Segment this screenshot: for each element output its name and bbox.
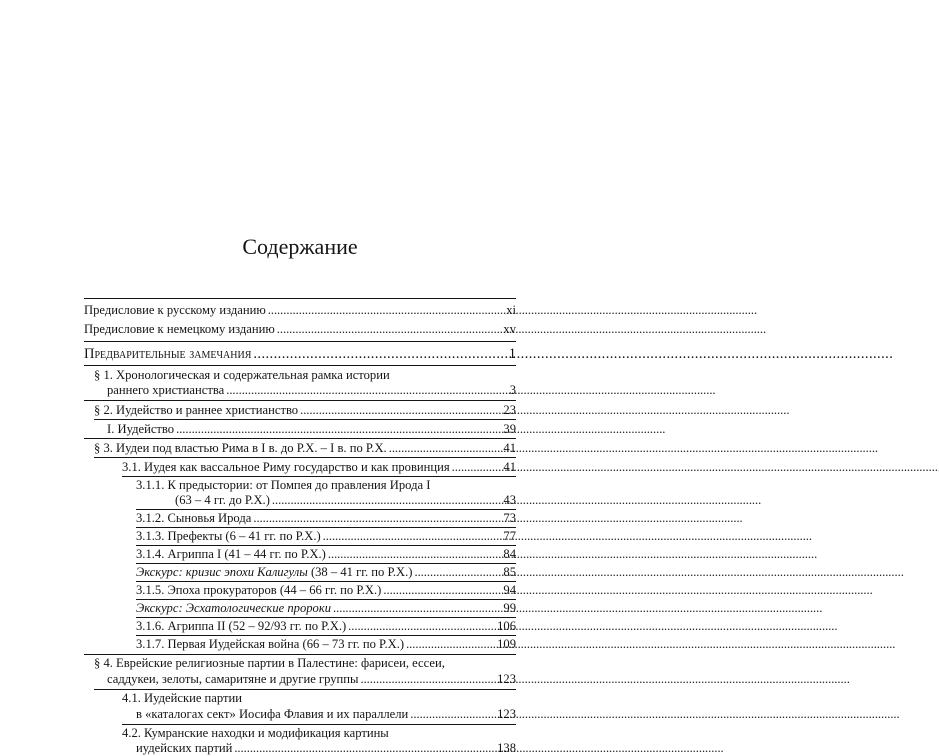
toc-entry-s3-1-1[interactable] bbox=[175, 493, 516, 508]
toc-entry-page: 138 bbox=[497, 741, 516, 755]
dot-leader bbox=[253, 345, 506, 363]
section-rule bbox=[136, 617, 516, 618]
toc-entry-label: 3.1.6. Агриппа II (52 – 92/93 гг. по Р.Х.) bbox=[136, 619, 347, 633]
toc-entry-label: 3.1.4. Агриппа I (41 – 44 гг. по Р.Х.) bbox=[136, 547, 326, 561]
toc-entry-s1-line1[interactable]: § 1. Хронологическая и содержательная рамка истории bbox=[94, 368, 390, 382]
toc-entry-page: 85 bbox=[503, 565, 516, 579]
dot-leader bbox=[328, 547, 502, 562]
toc-entry-s3-1-2[interactable] bbox=[136, 511, 516, 526]
toc-entry-label: Предисловие к русскому изданию bbox=[84, 303, 266, 317]
toc-entry-label: Предисловие к немецкому изданию bbox=[84, 322, 275, 336]
toc-entry-label: 3.1.5. Эпоха прокураторов (44 – 66 гг. по Р.Х.) bbox=[136, 583, 382, 597]
toc-entry-s3-1-6[interactable] bbox=[136, 619, 516, 634]
excursus-dates: (38 – 41 гг. по Р.Х.) bbox=[307, 565, 413, 579]
toc-entry-s3-1[interactable] bbox=[122, 460, 516, 475]
section-rule bbox=[84, 654, 516, 655]
toc-entry-page: 106 bbox=[497, 619, 516, 633]
toc-entry-label: в «каталогах сект» Иосифа Флавия и их параллели bbox=[136, 707, 409, 721]
section-rule bbox=[84, 400, 516, 401]
toc-entry-preface-de[interactable] bbox=[84, 322, 516, 337]
toc-entry-s4-line1[interactable]: § 4. Еврейские религиозные партии в Палестине: фарисеи, ессеи, bbox=[94, 656, 445, 670]
toc-entry-s3-1-7[interactable] bbox=[136, 637, 516, 652]
dot-leader bbox=[452, 460, 502, 475]
dot-leader bbox=[410, 707, 495, 722]
dot-leader bbox=[406, 637, 495, 652]
toc-entry-s3-1-4[interactable] bbox=[136, 547, 516, 562]
section-rule bbox=[84, 438, 516, 439]
toc-entry-s2[interactable] bbox=[94, 403, 516, 418]
dot-leader bbox=[389, 441, 502, 456]
toc-entry-page: 1 bbox=[508, 346, 516, 362]
section-rule bbox=[136, 509, 516, 510]
toc-entry-page: 77 bbox=[503, 529, 516, 543]
dot-leader bbox=[333, 601, 501, 616]
dot-leader bbox=[272, 493, 502, 508]
toc-entry-s4-1-line1[interactable]: 4.1. Иудейские партии bbox=[122, 691, 243, 705]
section-rule bbox=[84, 341, 516, 342]
section-rule bbox=[136, 545, 516, 546]
top-rule bbox=[84, 298, 516, 299]
toc-entry-label bbox=[136, 565, 412, 580]
toc-entry-excursus-caligula[interactable] bbox=[136, 565, 516, 580]
toc-entry-excursus-prophets[interactable] bbox=[136, 601, 516, 616]
toc-entry-s1[interactable] bbox=[107, 383, 516, 398]
section-rule bbox=[136, 527, 516, 528]
section-rule bbox=[136, 563, 516, 564]
toc-entry-label: I. Иудейство bbox=[107, 422, 175, 436]
dot-leader bbox=[268, 303, 504, 318]
dot-leader bbox=[360, 672, 495, 687]
toc-entry-page: xv bbox=[503, 322, 516, 336]
section-rule bbox=[122, 476, 516, 477]
section-rule bbox=[94, 689, 516, 690]
toc-entry-label: 3.1.3. Префекты (6 – 41 гг. по Р.Х.) bbox=[136, 529, 321, 543]
dot-leader bbox=[176, 422, 501, 437]
toc-entry-label: Экскурс: Эсхатологические пророки bbox=[136, 601, 332, 615]
section-rule bbox=[136, 599, 516, 600]
toc-entry-page: xi bbox=[506, 303, 516, 317]
dot-leader bbox=[234, 741, 495, 756]
toc-entry-label: 3.1.2. Сыновья Ирода bbox=[136, 511, 252, 525]
toc-entry-label: Предварительные замечания bbox=[84, 346, 252, 362]
section-rule bbox=[94, 419, 516, 420]
toc-entry-page: 109 bbox=[497, 637, 516, 651]
toc-entry-label: раннего христианства bbox=[107, 383, 225, 397]
toc-entry-page: 3 bbox=[509, 383, 516, 397]
toc-entry-page: 123 bbox=[497, 672, 516, 686]
toc-entry-label: 3.1.7. Первая Иудейская война (66 – 73 гг. по Р.Х.) bbox=[136, 637, 405, 651]
toc-entry-label: 3.1. Иудея как вассальное Риму государство и как провинция bbox=[122, 460, 450, 474]
toc-entry-label: саддукеи, зелоты, самаритяне и другие группы bbox=[107, 672, 359, 686]
toc-entry-s3[interactable] bbox=[94, 441, 516, 456]
toc-entry-page: 73 bbox=[503, 511, 516, 525]
toc-entry-page: 41 bbox=[503, 441, 516, 455]
toc-entry-page: 123 bbox=[497, 707, 516, 721]
section-rule bbox=[136, 581, 516, 582]
toc-entry-label: § 3. Иудеи под властью Рима в I в. до Р.Х. – I в. по Р.Х. bbox=[94, 441, 387, 455]
toc-entry-label: (63 – 4 гг. до Р.Х.) bbox=[175, 493, 270, 507]
toc-entry-label: иудейских партий bbox=[136, 741, 233, 755]
section-rule bbox=[136, 635, 516, 636]
dot-leader bbox=[348, 619, 495, 634]
toc-entry-page: 23 bbox=[503, 403, 516, 417]
dot-leader bbox=[414, 565, 501, 580]
toc-entry-page: 41 bbox=[503, 460, 516, 474]
toc-entry-page: 43 bbox=[503, 493, 516, 507]
dot-leader bbox=[383, 583, 501, 598]
toc-entry-s3-1-5[interactable] bbox=[136, 583, 516, 598]
toc-entry-page: 94 bbox=[503, 583, 516, 597]
toc-entry-s4[interactable] bbox=[107, 672, 516, 687]
dot-leader bbox=[253, 511, 501, 526]
section-rule bbox=[122, 724, 516, 725]
toc-entry-s4-2-line1[interactable]: 4.2. Кумранские находки и модификация картины bbox=[122, 726, 389, 740]
dot-leader bbox=[277, 322, 502, 337]
toc-entry-prelim[interactable] bbox=[84, 345, 516, 363]
toc-entry-s4-1[interactable] bbox=[136, 707, 516, 722]
toc-entry-s4-2[interactable] bbox=[136, 741, 516, 756]
toc-entry-label: § 2. Иудейство и раннее христианство bbox=[94, 403, 299, 417]
dot-leader bbox=[226, 383, 507, 398]
dot-leader bbox=[323, 529, 502, 544]
toc-entry-s3-1-1-line1[interactable]: 3.1.1. К предыстории: от Помпея до правления Ирода I bbox=[136, 478, 431, 492]
excursus-italic-label: Экскурс: кризис эпохи Калигулы bbox=[136, 565, 308, 579]
section-rule bbox=[84, 365, 516, 366]
toc-entry-page: 39 bbox=[503, 422, 516, 436]
toc-entry-page: 84 bbox=[503, 547, 516, 561]
toc-entry-s2-1[interactable] bbox=[107, 422, 516, 437]
dot-leader bbox=[300, 403, 501, 418]
section-rule bbox=[94, 457, 516, 458]
page-title: Содержание bbox=[242, 234, 358, 259]
toc-entry-preface-ru[interactable] bbox=[84, 303, 516, 318]
toc-entry-page: 99 bbox=[503, 601, 516, 615]
toc-entry-s3-1-3[interactable] bbox=[136, 529, 516, 544]
